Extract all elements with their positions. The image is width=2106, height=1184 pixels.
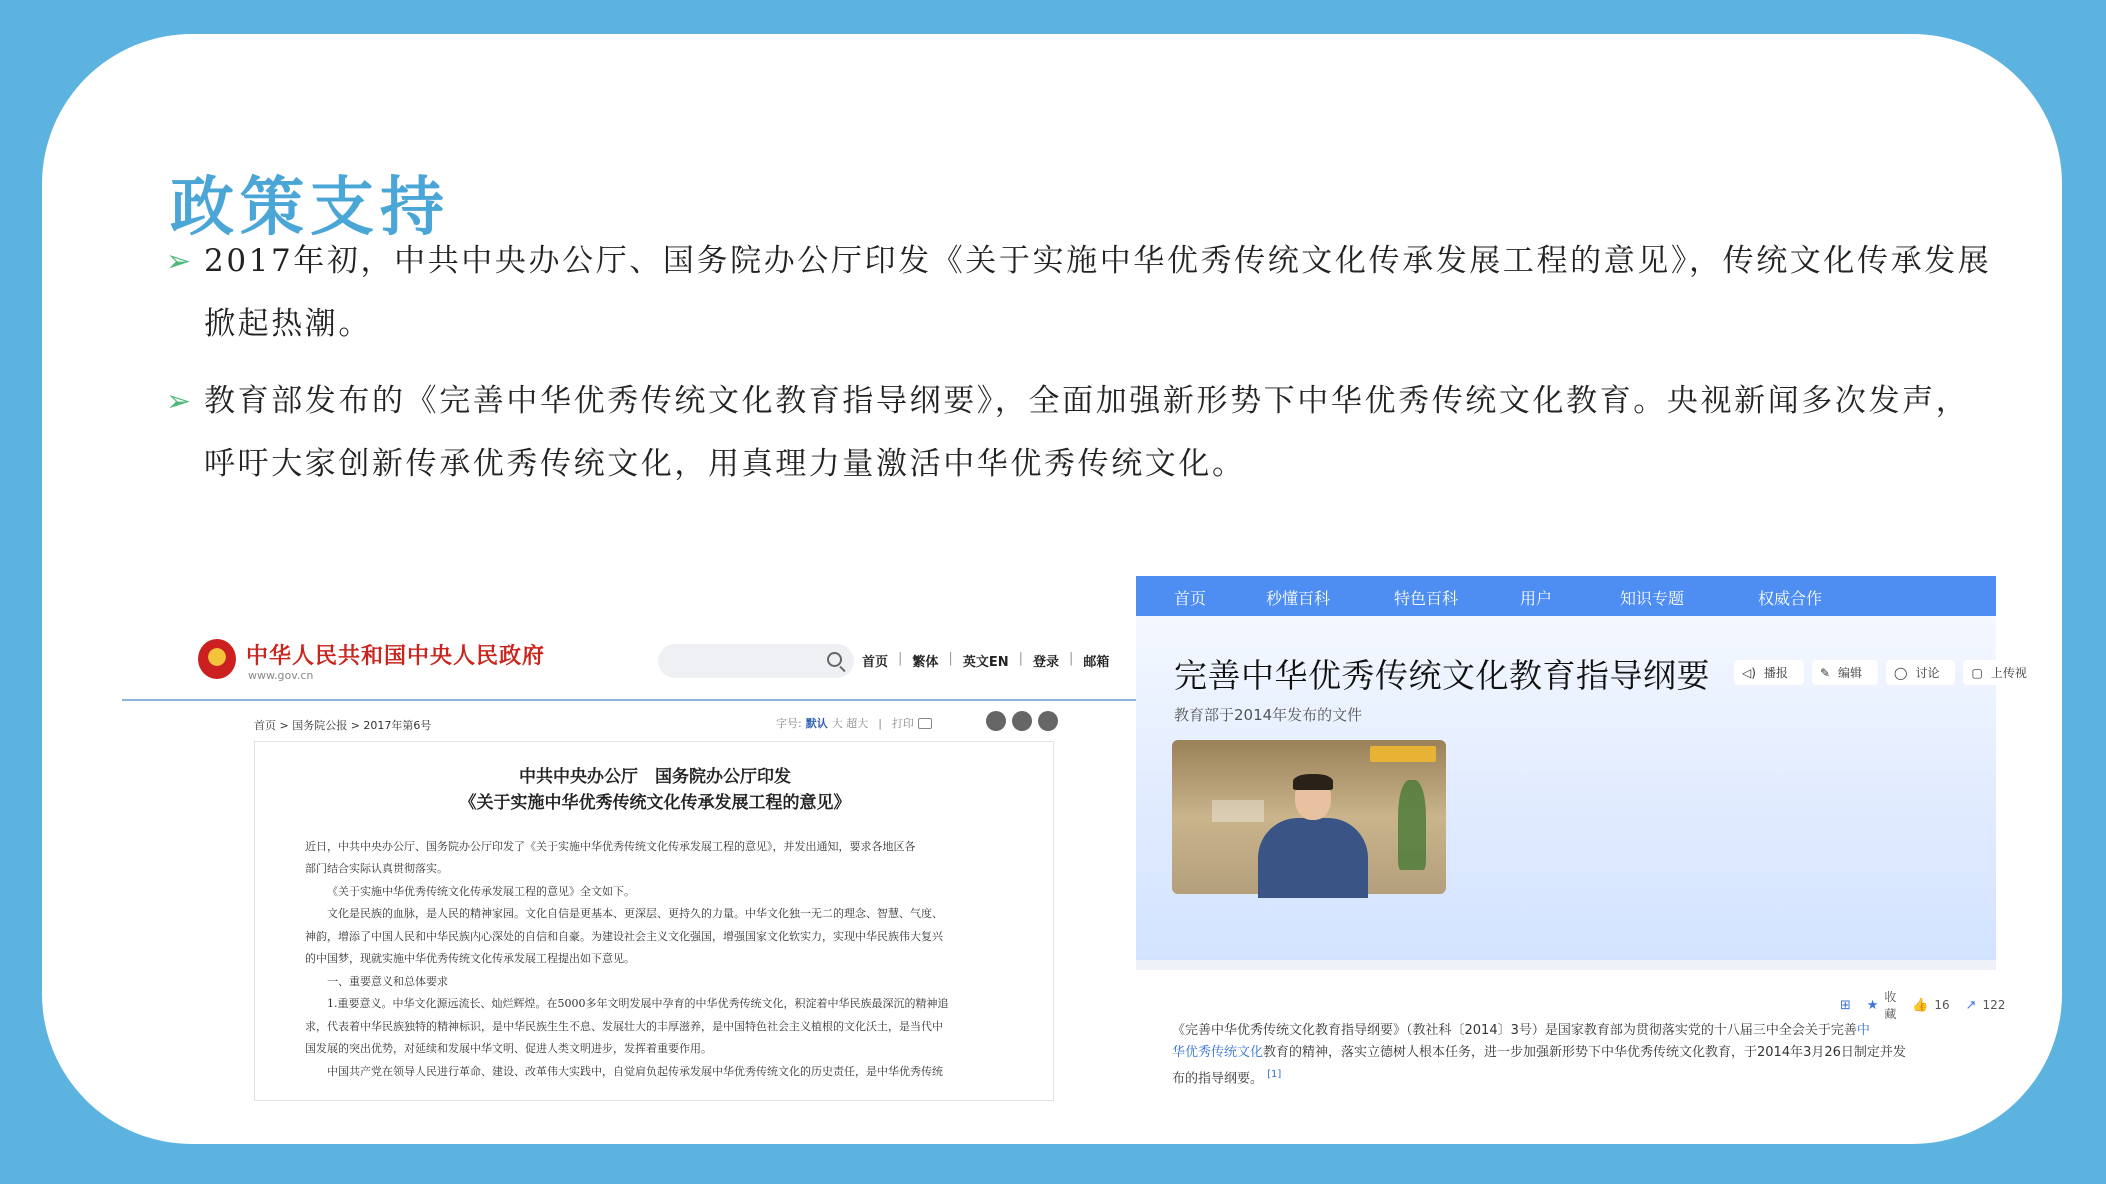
bullet-item	[166, 230, 1996, 356]
upload-video-button[interactable]: ▢ 上传视	[1963, 660, 2042, 685]
doc-paragraph: 国发展的突出优势，对延续和发展中华文明、促进人类文明进步，发挥着重要作用。	[305, 1042, 712, 1055]
document-body	[254, 741, 1054, 1101]
wechat-share-icon[interactable]	[1012, 711, 1032, 731]
gov-nav-english[interactable]: 英文EN	[962, 655, 1009, 670]
thumbs-up-icon[interactable]: 👍	[1912, 997, 1929, 1013]
baike-nav-home[interactable]: 首页	[1174, 589, 1207, 608]
arrow-right-icon: ➢	[166, 384, 194, 419]
entry-stats	[1840, 988, 2005, 1022]
edit-label: 编辑	[1830, 662, 1870, 684]
doc-paragraph: 神韵，增添了中国人民和中华民族内心深处的自信和自豪。为建设社会主义文化强国，增强国家文化软实力，实现中华民族伟大复兴	[305, 930, 943, 943]
reference-link[interactable]: [1]	[1267, 1069, 1282, 1080]
share-icon[interactable]: ↗	[1965, 997, 1977, 1013]
entry-subtitle: 教育部于2014年发布的文件	[1174, 706, 1363, 724]
gov-nav: 首页 | 繁体 | 英文EN | 登录 | 邮箱	[862, 651, 1110, 670]
font-size-xlarge[interactable]: 超大	[846, 717, 869, 730]
doc-paragraph: 《关于实施中华优秀传统文化传承发展工程的意见》全文如下。	[327, 885, 635, 898]
doc-paragraph: 近日，中共中央办公厅、国务院办公厅印发了《关于实施中华优秀传统文化传承发展工程的意见》，并发出通知，要求各地区各	[305, 840, 916, 853]
doc-paragraph: 的中国梦，现就实施中华优秀传统文化传承发展工程提出如下意见。	[305, 952, 635, 965]
video-thumbnail[interactable]	[1172, 740, 1446, 894]
summary-text: 布的指导纲要。	[1172, 1071, 1264, 1087]
bullet-text: 2017年初，中共中央办公厅、国务院办公厅印发《关于实施中华优秀传统文化传承发展工程的意见》，传统文化传承发展掀起热潮。	[204, 243, 1992, 342]
doc-title-line-2: 《关于实施中华优秀传统文化传承发展工程的意见》	[459, 793, 851, 813]
gov-nav-login[interactable]: 登录	[1032, 655, 1059, 670]
discuss-button[interactable]: ◯ 讨论	[1886, 660, 1955, 685]
upload-label: 上传视	[1983, 662, 2035, 684]
font-size-label: 字号:	[776, 717, 802, 730]
weibo-share-icon[interactable]	[986, 711, 1006, 731]
baike-nav-user[interactable]: 用户	[1520, 589, 1553, 608]
gov-nav-traditional[interactable]: 繁体	[912, 655, 939, 670]
presenter-figure	[1258, 776, 1368, 894]
print-button[interactable]: 打印	[891, 717, 914, 730]
collect-label[interactable]: 收藏	[1884, 990, 1897, 1021]
slide-title: 政策支持	[170, 170, 450, 245]
entry-summary	[1172, 1020, 1962, 1090]
bullet-item	[166, 370, 1996, 496]
entry-actions	[1734, 660, 2043, 685]
summary-link[interactable]: 中	[1856, 1023, 1870, 1038]
doc-section-heading: 一、重要意义和总体要求	[327, 975, 448, 988]
doc-paragraph: 部门结合实际认真贯彻落实。	[305, 862, 448, 875]
gov-nav-home[interactable]: 首页	[862, 655, 889, 670]
share-icons	[986, 711, 1058, 731]
summary-text: 教育的精神，落实立德树人根本任务，进一步加强新形势下中华优秀传统文化教育，于2014年3月26日制定并发	[1263, 1045, 1906, 1060]
doc-paragraph: 求，代表着中华民族独特的精神标识，是中华民族生生不息、发展壮大的丰厚滋养，是中国特色社会主义植根的文化沃土，是当代中	[305, 1020, 943, 1033]
doc-paragraph: 1.重要意义。中华文化源远流长、灿烂辉煌。在5000多年文明发展中孕育的中华优秀传统文化，积淀着中华民族最深沉的精神追	[327, 997, 949, 1010]
gov-header	[122, 589, 1140, 701]
play-button[interactable]: ◁) 播报	[1734, 660, 1804, 685]
print-icon[interactable]	[918, 718, 932, 729]
baike-nav-miaodong[interactable]: 秒懂百科	[1266, 589, 1331, 608]
baike-nav-tese[interactable]: 特色百科	[1394, 589, 1459, 608]
more-share-icon[interactable]	[1038, 711, 1058, 731]
play-label: 播报	[1756, 662, 1796, 684]
section-divider	[1136, 960, 1996, 970]
baike-nav-partners[interactable]: 权威合作	[1758, 589, 1823, 608]
arrow-right-icon: ➢	[166, 244, 194, 279]
baike-screenshot	[1136, 576, 2027, 1102]
star-icon[interactable]: ★	[1866, 997, 1879, 1013]
video-logo-tag	[1370, 746, 1436, 762]
baike-nav-topics[interactable]: 知识专题	[1620, 589, 1685, 608]
search-icon[interactable]	[827, 652, 842, 667]
doc-paragraph: 文化是民族的血脉，是人民的精神家园。文化自信是更基本、更深层、更持久的力量。中华文化独一无二的理念、智慧、气度、	[327, 907, 943, 920]
discuss-label: 讨论	[1907, 662, 1947, 684]
gov-site-url: www.gov.cn	[248, 669, 314, 682]
add-icon[interactable]: ⊞	[1840, 997, 1851, 1013]
font-size-default[interactable]: 默认	[805, 717, 828, 730]
entry-title: 完善中华优秀传统文化教育指导纲要	[1174, 656, 1710, 695]
breadcrumb[interactable]: 首页 > 国务院公报 > 2017年第6号	[254, 719, 432, 732]
summary-text: 《完善中华优秀传统文化教育指导纲要》（教社科〔2014〕3号）是国家教育部为贯彻落实党的十八届三中全会关于完善	[1172, 1023, 1857, 1038]
font-size-large[interactable]: 大	[831, 717, 843, 730]
gov-nav-mail[interactable]: 邮箱	[1083, 655, 1110, 670]
doc-paragraph: 中国共产党在领导人民进行革命、建设、改革伟大实践中，自觉肩负起传承发展中华优秀传统文化的历史责任，是中华优秀传统	[327, 1065, 943, 1078]
likes-count: 16	[1934, 998, 1950, 1012]
shares-count: 122	[1982, 998, 2006, 1012]
summary-link[interactable]: 华优秀传统文化	[1172, 1045, 1264, 1060]
video-caption-box	[1212, 800, 1264, 822]
national-emblem-icon	[198, 639, 236, 679]
edit-button[interactable]: ✎ 编辑	[1812, 660, 1878, 685]
gov-search-input[interactable]	[658, 644, 854, 678]
gov-site-screenshot	[122, 589, 1140, 1089]
bullet-text: 教育部发布的《完善中华优秀传统文化教育指导纲要》，全面加强新形势下中华优秀传统文化教育。央视新闻多次发声，呼吁大家创新传承优秀传统文化，用真理力量激活中华优秀传统文化。	[204, 383, 1970, 482]
doc-title-line-1: 中共中央办公厅 国务院办公厅印发	[519, 767, 791, 787]
gov-tools: 字号: 默认 大 超大 | 打印	[776, 715, 932, 731]
gov-site-name: 中华人民共和国中央人民政府	[246, 644, 546, 669]
baike-hero	[1136, 616, 2027, 960]
baike-nav	[1136, 576, 1996, 616]
plant-shape	[1398, 780, 1426, 870]
slide-card	[42, 34, 2062, 1144]
